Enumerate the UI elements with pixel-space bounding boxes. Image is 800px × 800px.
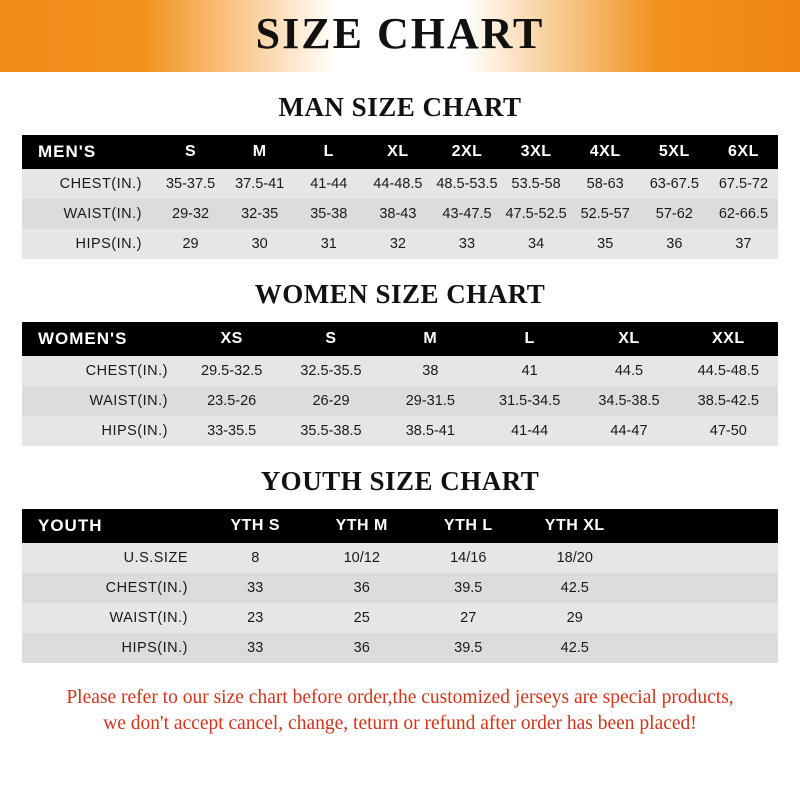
table-cell: 33 bbox=[432, 229, 501, 259]
table-header-cell: 3XL bbox=[502, 135, 571, 169]
footer-note-line-1: Please refer to our size chart before order,the customized jerseys are special products, bbox=[66, 687, 734, 708]
table-cell: 42.5 bbox=[522, 633, 629, 663]
table-header-cell: S bbox=[156, 135, 225, 169]
table-cell: 63-67.5 bbox=[640, 169, 709, 199]
table-row bbox=[22, 603, 778, 633]
table-cell-spacer bbox=[628, 543, 778, 573]
table-cell: 38.5-41 bbox=[381, 416, 480, 446]
table-cell: 41-44 bbox=[480, 416, 579, 446]
table-cell: 33 bbox=[202, 573, 309, 603]
table-cell: 34 bbox=[502, 229, 571, 259]
table-row bbox=[22, 386, 778, 416]
section-title-men: MAN SIZE CHART bbox=[278, 92, 522, 122]
table-cell: 37.5-41 bbox=[225, 169, 294, 199]
table-cell: 31 bbox=[294, 229, 363, 259]
table-row bbox=[22, 135, 778, 169]
table-cell: 33 bbox=[202, 633, 309, 663]
table-cell: 47.5-52.5 bbox=[502, 199, 571, 229]
row-label: HIPS(IN.) bbox=[22, 633, 202, 663]
table-cell: 39.5 bbox=[415, 633, 522, 663]
table-header-cell: XL bbox=[363, 135, 432, 169]
table-row bbox=[22, 356, 778, 386]
table-cell: 62-66.5 bbox=[709, 199, 778, 229]
table-cell: 32.5-35.5 bbox=[281, 356, 380, 386]
table-header-cell: M bbox=[381, 322, 480, 356]
table-cell: 67.5-72 bbox=[709, 169, 778, 199]
section-title-women: WOMEN SIZE CHART bbox=[254, 279, 546, 309]
table-cell: 29.5-32.5 bbox=[182, 356, 281, 386]
table-row bbox=[22, 229, 778, 259]
table-header-cell: L bbox=[294, 135, 363, 169]
table-youth bbox=[22, 509, 778, 663]
table-cell: 35 bbox=[571, 229, 640, 259]
table-cell: 47-50 bbox=[679, 416, 778, 446]
table-cell: 39.5 bbox=[415, 573, 522, 603]
table-cell: 14/16 bbox=[415, 543, 522, 573]
table-row bbox=[22, 573, 778, 603]
table-row bbox=[22, 509, 778, 543]
table-header-spacer bbox=[628, 509, 778, 543]
table-header-cell: L bbox=[480, 322, 579, 356]
table-cell: 27 bbox=[415, 603, 522, 633]
row-label: HIPS(IN.) bbox=[22, 229, 156, 259]
table-cell: 36 bbox=[640, 229, 709, 259]
table-cell-spacer bbox=[628, 573, 778, 603]
row-label: WAIST(IN.) bbox=[22, 386, 182, 416]
table-cell: 37 bbox=[709, 229, 778, 259]
table-cell: 34.5-38.5 bbox=[579, 386, 678, 416]
table-cell: 32 bbox=[363, 229, 432, 259]
table-cell: 10/12 bbox=[309, 543, 416, 573]
page-title: SIZE CHART bbox=[255, 9, 545, 58]
table-header-cell: S bbox=[281, 322, 380, 356]
table-header-cell: M bbox=[225, 135, 294, 169]
table-cell: 53.5-58 bbox=[502, 169, 571, 199]
table-header-cell: 2XL bbox=[432, 135, 501, 169]
table-row bbox=[22, 416, 778, 446]
table-cell: 29 bbox=[156, 229, 225, 259]
table-cell: 8 bbox=[202, 543, 309, 573]
table-cell: 57-62 bbox=[640, 199, 709, 229]
table-row bbox=[22, 199, 778, 229]
table-cell: 26-29 bbox=[281, 386, 380, 416]
header-band bbox=[0, 0, 800, 72]
table-cell: 29 bbox=[522, 603, 629, 633]
row-label: U.S.SIZE bbox=[22, 543, 202, 573]
table-header-cell: YTH S bbox=[202, 509, 309, 543]
table-cell: 44-48.5 bbox=[363, 169, 432, 199]
table-men bbox=[22, 135, 778, 259]
table-cell: 38 bbox=[381, 356, 480, 386]
table-cell: 35.5-38.5 bbox=[281, 416, 380, 446]
section-youth bbox=[0, 466, 800, 663]
row-label: CHEST(IN.) bbox=[22, 573, 202, 603]
table-header-label: WOMEN'S bbox=[22, 322, 182, 356]
table-header-cell: 4XL bbox=[571, 135, 640, 169]
table-cell: 25 bbox=[309, 603, 416, 633]
row-label: WAIST(IN.) bbox=[22, 199, 156, 229]
table-header-label: YOUTH bbox=[22, 509, 202, 543]
table-cell: 30 bbox=[225, 229, 294, 259]
table-header-cell: XXL bbox=[679, 322, 778, 356]
table-women bbox=[22, 322, 778, 446]
table-cell: 36 bbox=[309, 573, 416, 603]
table-cell: 33-35.5 bbox=[182, 416, 281, 446]
table-cell: 38.5-42.5 bbox=[679, 386, 778, 416]
table-cell: 42.5 bbox=[522, 573, 629, 603]
table-header-cell: YTH L bbox=[415, 509, 522, 543]
section-women bbox=[0, 279, 800, 446]
table-header-label: MEN'S bbox=[22, 135, 156, 169]
table-cell: 23 bbox=[202, 603, 309, 633]
table-cell: 23.5-26 bbox=[182, 386, 281, 416]
table-cell: 41 bbox=[480, 356, 579, 386]
table-cell: 43-47.5 bbox=[432, 199, 501, 229]
row-label: WAIST(IN.) bbox=[22, 603, 202, 633]
table-cell: 31.5-34.5 bbox=[480, 386, 579, 416]
table-cell: 38-43 bbox=[363, 199, 432, 229]
section-men bbox=[0, 92, 800, 259]
table-row bbox=[22, 322, 778, 356]
table-cell: 44-47 bbox=[579, 416, 678, 446]
table-cell-spacer bbox=[628, 603, 778, 633]
footer-note-line-2: we don't accept cancel, change, teturn or refund after order has been placed! bbox=[103, 713, 697, 735]
section-title-youth: YOUTH SIZE CHART bbox=[260, 466, 540, 496]
table-header-cell: YTH M bbox=[309, 509, 416, 543]
row-label: CHEST(IN.) bbox=[22, 356, 182, 386]
table-cell-spacer bbox=[628, 633, 778, 663]
table-header-cell: XS bbox=[182, 322, 281, 356]
table-row bbox=[22, 169, 778, 199]
table-cell: 44.5 bbox=[579, 356, 678, 386]
table-cell: 29-32 bbox=[156, 199, 225, 229]
table-cell: 36 bbox=[309, 633, 416, 663]
table-cell: 58-63 bbox=[571, 169, 640, 199]
table-cell: 18/20 bbox=[522, 543, 629, 573]
table-cell: 44.5-48.5 bbox=[679, 356, 778, 386]
table-header-cell: YTH XL bbox=[522, 509, 629, 543]
table-cell: 35-38 bbox=[294, 199, 363, 229]
row-label: HIPS(IN.) bbox=[22, 416, 182, 446]
row-label: CHEST(IN.) bbox=[22, 169, 156, 199]
table-header-cell: 5XL bbox=[640, 135, 709, 169]
table-cell: 35-37.5 bbox=[156, 169, 225, 199]
table-cell: 29-31.5 bbox=[381, 386, 480, 416]
table-row bbox=[22, 543, 778, 573]
table-cell: 52.5-57 bbox=[571, 199, 640, 229]
table-cell: 48.5-53.5 bbox=[432, 169, 501, 199]
table-row bbox=[22, 633, 778, 663]
footer-note bbox=[0, 685, 800, 738]
table-header-cell: XL bbox=[579, 322, 678, 356]
table-cell: 32-35 bbox=[225, 199, 294, 229]
table-cell: 41-44 bbox=[294, 169, 363, 199]
table-header-cell: 6XL bbox=[709, 135, 778, 169]
